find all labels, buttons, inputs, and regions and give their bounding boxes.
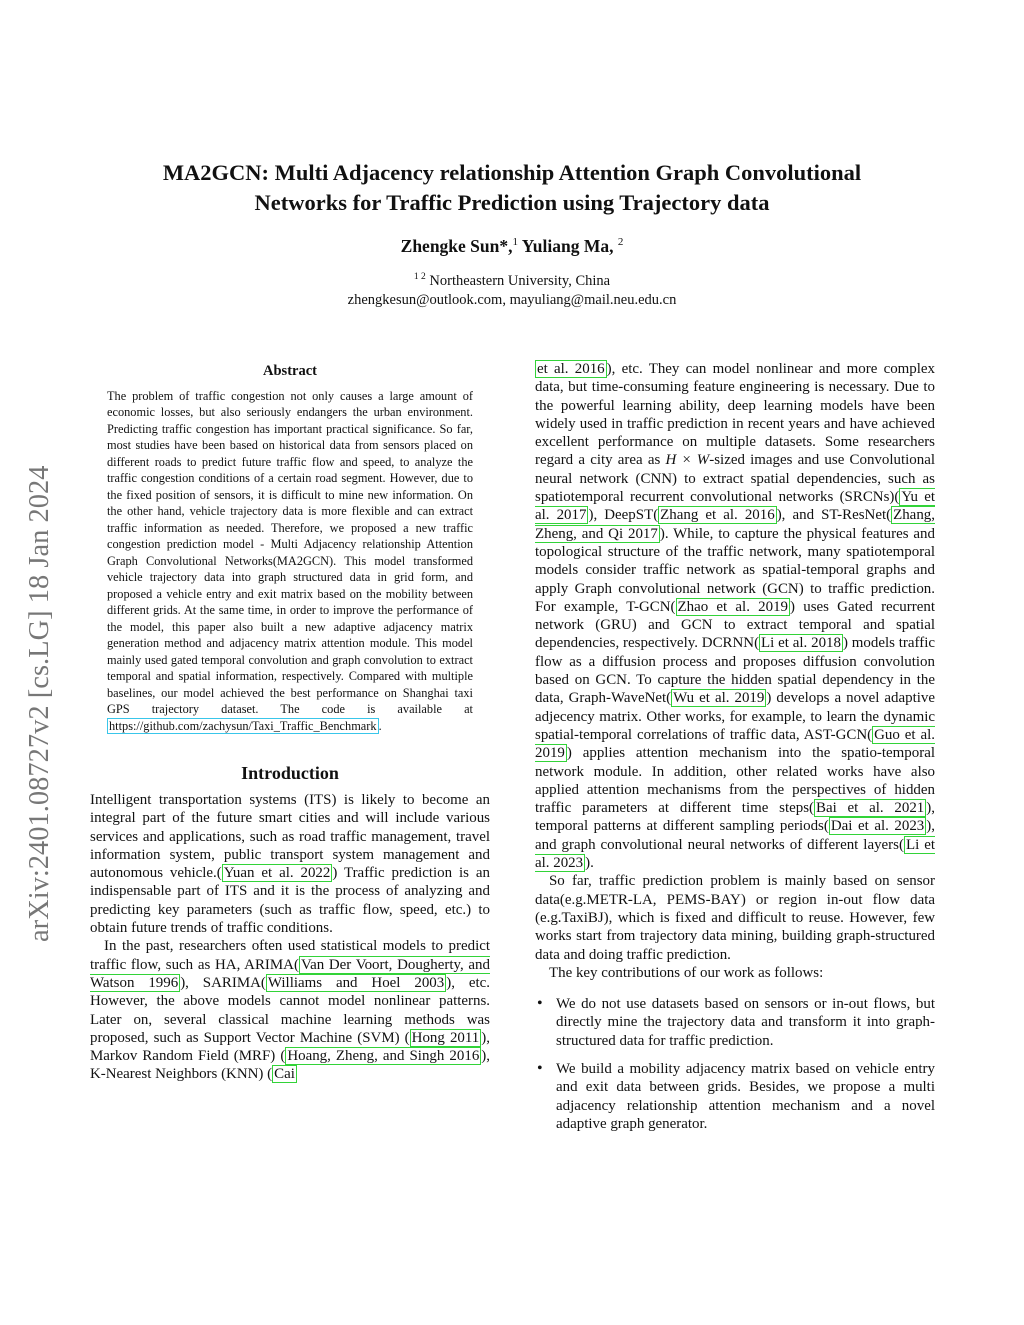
abstract-heading: Abstract	[263, 363, 317, 379]
citation-link[interactable]: Van Der Voort, Dougherty, and Watson 1996	[90, 956, 490, 991]
text-span: ), and ST-ResNet(	[776, 507, 892, 524]
contribution-item: • We do not use datasets based on sensors or in-out flows, but directly mine the trajectory data and transform it into graph-structured data for traffic prediction.	[535, 995, 935, 1050]
right-column	[535, 360, 935, 1143]
text-span: ), DeepST(	[588, 507, 659, 524]
affiliation-sup: 1 2	[413, 272, 426, 282]
text-span: ).	[585, 855, 594, 872]
problem-paragraph: So far, traffic prediction problem is mainly based on sensor data(e.g.METR-LA, PEMS-BAY) or region in-out flow data (e.g.TaxiBJ), which is fixed and difficult to reuse. However, few works start from trajectory data mining, building graph-structured data and doing traffic prediction.	[535, 873, 935, 963]
citation-link[interactable]: Zhao et al. 2019	[677, 598, 789, 615]
citation-link[interactable]: Guo et al. 2019	[535, 726, 935, 762]
contribution-item: • We build a mobility adjacency matrix based on vehicle entry and exit data between grids. Besides, we propose a multi adjacency relationship attention mechanism and a novel adaptive graph generator.	[535, 1060, 935, 1133]
math-expression: H × W	[665, 452, 710, 469]
text-span: ) uses Gated recurrent network (GRU) and GCN to extract temporal and spatial dependencies, respectively. DCRNN(	[535, 598, 935, 652]
abstract	[107, 363, 473, 734]
text-span: ), SARIMA(	[180, 974, 266, 991]
affiliation-block	[100, 268, 924, 310]
text-span: ), and graph convolutional neural networks of different layers(	[535, 818, 935, 853]
abstract-end: .	[378, 718, 382, 733]
citation-link[interactable]: Li et al. 2018	[761, 635, 841, 652]
introduction-body	[90, 791, 490, 1084]
author-2-affil: 2	[617, 236, 624, 249]
intro-paragraph-2	[90, 937, 490, 1083]
affiliation-text: Northeastern University, China	[425, 272, 611, 289]
author-emails: zhengkesun@outlook.com, mayuliang@mail.neu.edu.cn	[347, 291, 677, 308]
citation-link[interactable]: Dai et al. 2023	[830, 818, 925, 835]
author-2: Yuliang Ma,	[521, 236, 614, 256]
text-span: ) Traffic prediction is an indispensable part of ITS and it is the process of analyzing and predicting key parameters (such as traffic flow, speed, etc.) to obtain future trends of traffic conditions.	[90, 865, 490, 937]
citation-link[interactable]: Zhang et al. 2016	[660, 507, 775, 524]
text-span: -sized images and use Convolutional neural network (CNN) to extract spatial dependencies, such as spatiotemporal recurrent convolutional networks (SRCNs)(	[535, 452, 936, 506]
citation-link[interactable]: Cai	[274, 1066, 295, 1083]
citation-link[interactable]: Yuan et al. 2022	[223, 865, 331, 882]
left-column	[90, 360, 490, 1084]
text-span: ), temporal patterns at different sampling periods(	[535, 800, 935, 835]
text-span: ) applies attention mechanism into the spatio-temporal network module. In addition, other related works have also applied attention mechanisms from the perspectives of hidden traffic parameters at different time steps(	[535, 745, 935, 817]
introduction-heading: Introduction	[241, 763, 339, 783]
contributions-intro: The key contributions of our work as follows:	[549, 964, 824, 981]
intro-paragraph-1	[90, 791, 490, 937]
text-span: ) models traffic flow as a diffusion process and proposes diffusion convolution based on GCN. To capture the hidden spatial dependency in the data, Graph-WaveNet(	[535, 635, 935, 707]
text-span: Intelligent transportation systems (ITS) is likely to become an integral part of the future smart cities and will include various services and applications, such as road traffic management, travel information system, public transport system management and autonomous vehicle.(	[90, 792, 490, 882]
authors	[100, 236, 924, 257]
text-span: ). While, to capture the physical features and topological structure of the traffic network, many spatiotemporal models consider traffic network as spatial-temporal graphs and apply Graph convolutional network (GCN) to traffic prediction. For example, T-GCN(	[535, 525, 935, 615]
title-line-1: MA2GCN: Multi Adjacency relationship Attention Graph Convolutional	[162, 160, 862, 185]
text-span: In the past, researchers often used statistical models to predict traffic flow, such as HA, ARIMA(	[90, 938, 490, 973]
contributions-list	[535, 995, 935, 1133]
paper-title	[100, 158, 924, 218]
text-span: ), etc. However, the above models cannot model nonlinear patterns. Later on, several classical machine learning methods was proposed, such as Support Vector Machine (SVM) (	[90, 974, 490, 1046]
title-line-2: Networks for Traffic Prediction using Trajectory data	[254, 190, 770, 215]
arxiv-identifier: arXiv:2401.08727v2 [cs.LG] 18 Jan 2024	[24, 465, 55, 942]
abstract-body: The problem of traffic congestion not only causes a large amount of economic losses, but also seriously endangers the urban environment. Predicting traffic congestion has important practical significance. So far, most studies have been based on historical data from sensors placed on different roads to predict future traffic flow and speed, to analyze the traffic congestion conditions of a certain road segment. However, due to the fixed position of sensors, it is difficult to mine new information. On the other hand, vehicle trajectory data is more flexible and can extract traffic information as needed. Therefore, we proposed a new traffic congestion prediction model - Multi Adjacency relationship Attention Graph Convolutional Networks(MA2GCN). This model transformed vehicle trajectory data into graph structured data in grid form, and proposed a vehicle entry and exit matrix based on the mobility between different grids. At the same time, in order to improve the performance of the model, this paper also built a new adaptive adjacency matrix generation method and adjacency matrix attention module. This model mainly used gated temporal convolution and graph convolution to extract temporal and spatial information, respectively. Compared with multiple baselines, our model achieved the best performance on Shanghai taxi GPS trajectory dataset. The code is available at	[107, 388, 473, 716]
citation-link[interactable]: Hoang, Zheng, and Singh 2016	[287, 1048, 480, 1065]
citation-link[interactable]: Zhang, Zheng, and Qi 2017	[535, 507, 935, 542]
arxiv-sidebar	[24, 150, 84, 950]
citation-link[interactable]: et al. 2016	[537, 361, 605, 377]
citation-link[interactable]: Wu et al. 2019	[673, 690, 765, 707]
citation-link[interactable]: Yu et al. 2017	[535, 489, 935, 524]
citation-link[interactable]: Li et al. 2023	[535, 836, 935, 872]
text-span: ), etc. They can model nonlinear and more complex data, but time-consuming feature engineering is necessary. Due to the powerful learning ability, deep learning models have been widely used in traffic prediction in recent years and have achieved excellent performance on multiple datasets. Some researchers regard a city area as	[535, 361, 936, 469]
text-span: ), Markov Random Field (MRF) (	[90, 1029, 490, 1065]
affiliation	[100, 268, 924, 291]
citation-link[interactable]: Bai et al. 2021	[816, 800, 925, 817]
citation-link[interactable]: Williams and Hoel 2003	[267, 974, 445, 991]
author-1: Zhengke Sun*,	[400, 236, 513, 256]
code-url-link[interactable]: https://github.com/zachysun/Taxi_Traffic_Benchmark	[109, 718, 377, 733]
text-span: ) develops a novel adaptive adjecency matrix. Other works, for example, to learn the dynamic spatial-temporal correlations of traffic data, AST-GCN(	[535, 690, 935, 743]
author-1-affil: 1	[512, 236, 518, 249]
related-work-paragraph	[535, 360, 935, 872]
abstract-text	[107, 388, 473, 735]
citation-link[interactable]: Hong 2011	[411, 1029, 480, 1046]
text-span: ), K-Nearest Neighbors (KNN) (	[90, 1048, 491, 1083]
